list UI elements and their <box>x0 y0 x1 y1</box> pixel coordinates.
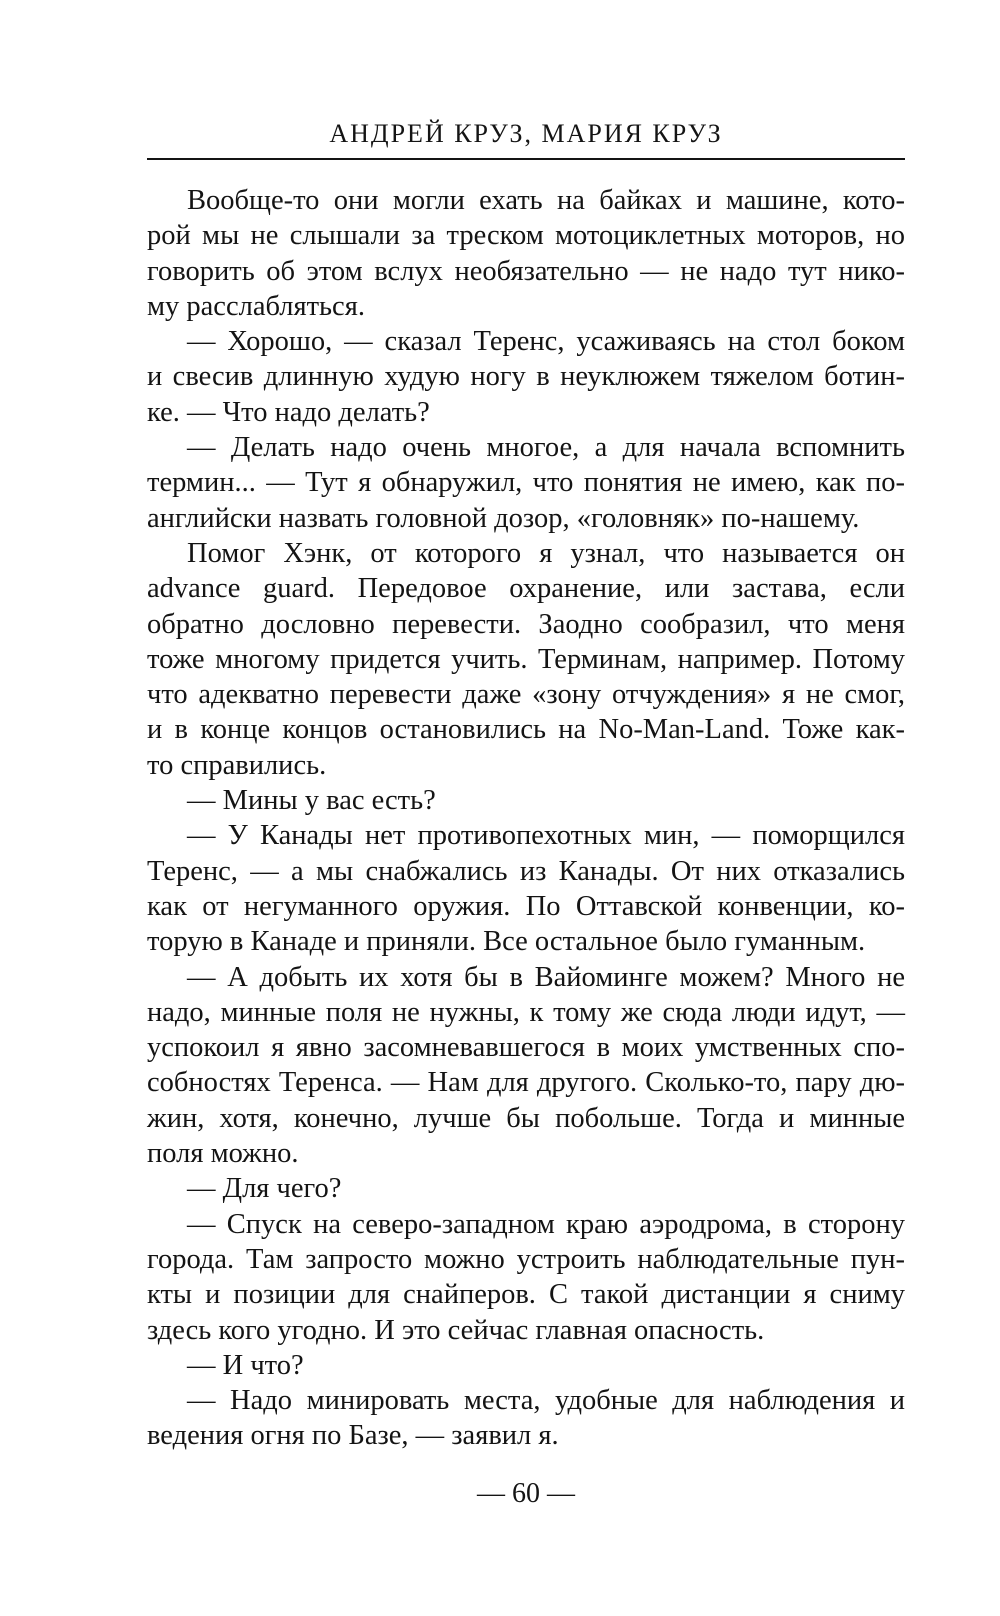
text-line: кты и позиции для снайперов. С такой дистанции я сниму <box>147 1279 905 1311</box>
text-line: успокоил я явно засомневавшегося в моих умственных спо- <box>147 1032 905 1064</box>
text-line: тоже многому придется учить. Терминам, например. Потому <box>147 643 905 675</box>
text-line: обратно дословно перевести. Заодно сообразил, что меня <box>147 608 905 640</box>
text-line: — Надо минировать места, удобные для наблюдения и <box>187 1385 905 1417</box>
page-number: — 60 — <box>477 1478 575 1509</box>
text-line: собностях Теренса. — Нам для другого. Сколько-то, пару дю- <box>147 1067 905 1099</box>
text-line: что адекватно перевести даже «зону отчуждения» я не смог, <box>147 679 905 711</box>
text-line: — Мины у вас есть? <box>187 785 436 817</box>
text-line: — И что? <box>187 1349 304 1381</box>
text-line: жин, хотя, конечно, лучше бы побольше. Тогда и минные <box>147 1102 905 1134</box>
text-line: advance guard. Передовое охранение, или застава, если <box>147 573 905 605</box>
body-text <box>147 183 905 1454</box>
text-line: надо, минные поля не нужны, к тому же сюда люди идут, — <box>147 996 905 1028</box>
text-line: му расслабляться. <box>147 290 365 322</box>
text-line: — Хорошо, — сказал Теренс, усаживаясь на стол боком <box>187 326 905 358</box>
text-line: Вообще-то они могли ехать на байках и машине, кото- <box>187 185 905 216</box>
text-line: здесь кого угодно. И это сейчас главная опасность. <box>147 1314 765 1346</box>
text-line: города. Там запросто можно устроить наблюдательные пун- <box>147 1243 905 1275</box>
text-line: рой мы не слышали за треском мотоциклетных моторов, но <box>147 220 905 252</box>
text-line: и свесив длинную худую ногу в неуклюжем тяжелом ботин- <box>147 361 905 393</box>
text-line: Помог Хэнк, от которого я узнал, что называется он <box>187 537 905 569</box>
text-line: Теренс, — а мы снабжались из Канады. От них отказались <box>147 855 905 887</box>
text-line: — Делать надо очень многое, а для начала вспомнить <box>187 432 905 464</box>
text-line: — У Канады нет противопехотных мин, — поморщился <box>187 820 905 852</box>
text-line: то справились. <box>147 749 327 781</box>
text-line: ке. — Что надо делать? <box>147 396 430 428</box>
text-line: поля можно. <box>147 1138 299 1170</box>
text-line: английски назвать головной дозор, «головняк» по-нашему. <box>147 502 860 534</box>
text-line: говорить об этом вслух необязательно — не надо тут нико- <box>147 255 905 287</box>
text-line: как от негуманного оружия. По Оттавской конвенции, ко- <box>147 890 905 922</box>
header-rule <box>147 158 905 160</box>
text-line: торую в Канаде и приняли. Все остальное было гуманным. <box>147 926 866 958</box>
text-line: — Спуск на северо-западном краю аэродрома, в сторону <box>187 1208 905 1240</box>
text-line: — А добыть их хотя бы в Вайоминге можем? Много не <box>187 961 905 993</box>
text-line: — Для чего? <box>187 1173 342 1205</box>
text-line: и в конце концов остановились на No-Man-Land. Тоже как- <box>147 714 905 746</box>
running-head: АНДРЕЙ КРУЗ, МАРИЯ КРУЗ <box>329 119 723 148</box>
text-line: ведения огня по Базе, — заявил я. <box>147 1420 559 1452</box>
text-line: термин... — Тут я обнаружил, что понятия не имею, как по- <box>147 467 905 499</box>
